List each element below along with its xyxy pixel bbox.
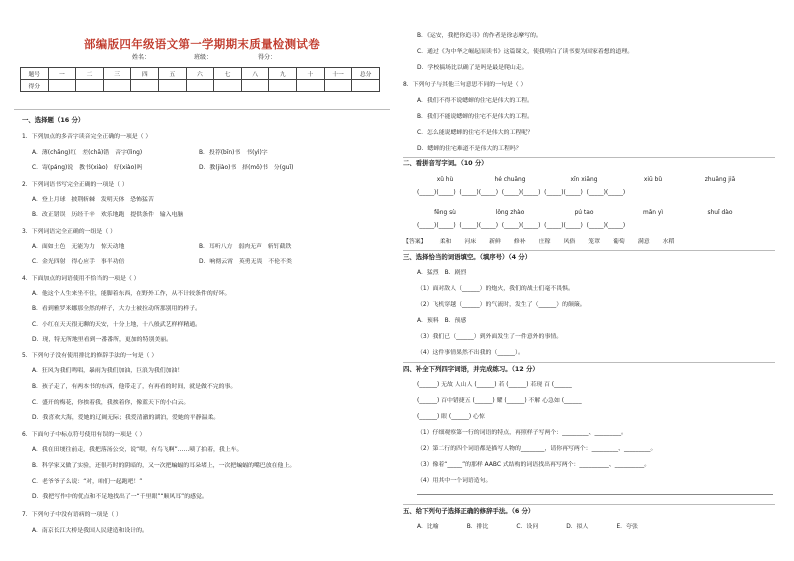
section-5-options [417, 524, 651, 531]
divider [403, 362, 775, 363]
divider [403, 157, 775, 158]
question-5-option-c: C．盛开的梅花，你挨着我，我挨着你，像蓝天下的小白云。 [32, 400, 190, 406]
score-cell: 七 [214, 68, 242, 80]
answer-word: 庄稼 [538, 239, 551, 245]
info-class: 班级： [194, 54, 213, 61]
score-table [20, 67, 380, 92]
pinyin-item: fēng sù [434, 210, 456, 216]
score-cell: 四 [131, 68, 159, 80]
section-5-title: 五、给下列句子选择正确的修辞手法。（6 分） [403, 507, 535, 515]
section-3-sentence-3: （3）我们已（______）到外面发生了一件意外的事情。 [417, 334, 563, 340]
question-1-option-a: A．薄(chāng)红 差(chā)错 音字(lìng) [32, 150, 143, 156]
section-4-question-1: （1）仔细观察第一行的词语的特点，再照样子写两个：_________、_________。 [417, 430, 627, 436]
question-7-option-c: C．通过《为中华之崛起而读书》这篇课文，使我明白了读书要为国家着想的道理。 [417, 49, 634, 55]
score-row-label: 得分 [21, 80, 49, 92]
score-blank[interactable] [159, 80, 187, 92]
idiom-fill-line-1[interactable]: (______) 无故 人山人 (______) 若 (______) 若现 百 (______ [417, 382, 572, 388]
section-3-sentence-1: （1）面对敌人（______）的炮火，我们的战士们毫不畏惧。 [417, 286, 574, 292]
section-3-sentence-4: （4）这件事情果然不出我的（______）。 [417, 350, 524, 356]
answer-word: 笼罩 [588, 239, 601, 245]
pinyin-item: pú tao [574, 210, 594, 216]
score-cell: 二 [76, 68, 104, 80]
pinyin-row-1 [417, 177, 755, 184]
divider [14, 109, 390, 110]
question-8-option-c: C．怎么能说蟋蟀的住宅不是伟大的工程呢？ [417, 130, 534, 136]
section-4-title: 四、补全下列四字词语，并完成练习。（12 分） [403, 365, 539, 373]
section-2-answer [403, 239, 687, 246]
question-7-option-a: A．南京长江大桥是我国人民建造和设计的。 [32, 528, 148, 534]
score-blank[interactable] [48, 80, 76, 92]
exam-title: 部编版四年级语文第一学期期末质量检测试卷 [84, 37, 320, 51]
score-blank[interactable] [269, 80, 297, 92]
answer-word: 水稻 [662, 239, 675, 245]
question-6-option-c: C．老爷爷子么说：“对，咱们一起跑吧！” [32, 479, 143, 485]
question-4-option-c: C．小红在天天很无聊的天安，十分上地，十八般武艺样样精通。 [32, 322, 202, 328]
rhetoric-option: E．夸张 [616, 524, 638, 530]
question-7-stem: 7．下列句子中没有语病的一项是（ ） [22, 512, 122, 518]
answer-word: 风俗 [563, 239, 576, 245]
question-1-stem: 1．下列加点的多音字读音完全正确的一项是（ ） [22, 134, 152, 140]
pinyin-item: mǎn yì [642, 210, 664, 216]
section-1-title: 一、选择题（16 分） [22, 116, 85, 124]
score-blank[interactable] [76, 80, 104, 92]
score-cell: 总分 [352, 68, 380, 80]
info-score: 得分： [258, 54, 277, 61]
section-4-question-4: （4）用其中一个词语造句。 [417, 478, 492, 484]
question-2-stem: 2．下列词语书写完全正确的一项是（ ） [22, 182, 128, 188]
pinyin-item: xīn xiāng [570, 177, 598, 183]
section-3-sentence-2: （2）飞机穿越（______）的气流时，发生了（______）的颠簸。 [417, 302, 586, 308]
answer-word: 柔和 [439, 239, 452, 245]
score-blank[interactable] [241, 80, 269, 92]
score-blank[interactable] [131, 80, 159, 92]
question-8-option-a: A．我们不得不说蟋蟀的住宅是伟大的工程。 [417, 98, 533, 104]
answer-word: 满意 [637, 239, 650, 245]
score-table-header-row [21, 68, 380, 80]
pinyin-item: shuǐ dào [707, 210, 733, 216]
idiom-fill-line-3[interactable]: (______) 眼 (______) 心惊 [417, 414, 485, 420]
answer-word: 新鲜 [489, 239, 501, 245]
question-2-option-b: B．改正错误 历经千辛 欢乐地跑 提供条件 输入电脑 [32, 212, 184, 218]
question-8-option-d: D．蟋蟀的住宅难道不是伟大的工程吗？ [417, 146, 522, 152]
question-6-stem: 6．下面句子中标点符号使用有误的一项是（ ） [22, 432, 146, 438]
score-blank[interactable] [186, 80, 214, 92]
section-4-question-3: （3）像着“_____”的那样 AABC 式结构的词语找出再写两个：__________、__________。 [417, 462, 651, 468]
section-3-group-b: A．预料 B．预感 [417, 318, 467, 324]
info-name: 姓名： [132, 54, 151, 61]
question-2-option-a: A．登上月球 披荆斩棘 发明天体 恐怖猛苦 [32, 197, 154, 203]
question-5-option-b: B．孩子走了，有两本书的东西，他带走了，有再看的时间，就是做不完的事。 [32, 384, 237, 390]
score-cell: 十 [297, 68, 325, 80]
score-blank[interactable] [352, 80, 380, 92]
question-3-option-b: B．耳听八方 弱肉无声 斩钉截铁 [199, 244, 292, 250]
score-blank[interactable] [103, 80, 131, 92]
pinyin-item: hé chuāng [494, 177, 526, 183]
section-3-title: 三、选择恰当的词语填空。（填序号）（4 分） [403, 253, 532, 261]
divider [403, 504, 775, 505]
score-blank[interactable] [297, 80, 325, 92]
score-blank[interactable] [214, 80, 242, 92]
score-cell: 五 [159, 68, 187, 80]
pinyin-row-2 [417, 210, 755, 217]
score-cell: 十一 [324, 68, 352, 80]
score-cell: 题号 [21, 68, 49, 80]
section-3-group-a: A．猛烈 B．剧烈 [417, 270, 467, 276]
answer-word: 葡萄 [613, 239, 625, 245]
rhetoric-option: D．拟人 [566, 524, 589, 530]
question-3-option-a: A．面如土色 无能为力 惊天动地 [32, 244, 125, 250]
pinyin-item: xiū bǔ [643, 177, 663, 183]
pinyin-answer-blanks-1[interactable]: (_____)(_____) (_____)(_____) (_____)(_____) (_____)(_____) (_____)(_____) [417, 190, 626, 196]
question-7-option-b: B．《运安，我把你追寻》的作者是徐志摩写的。 [417, 33, 542, 39]
question-3-stem: 3．下列词语完全正确的一组是（ ） [22, 229, 116, 235]
score-cell: 六 [186, 68, 214, 80]
score-cell: 一 [48, 68, 76, 80]
question-6-option-a: A．我在田埂往前走，我把落汤公交，说“喂，有鸟飞啊”……咦了拍着，我上车。 [32, 447, 243, 453]
question-4-option-d: D．现，特无所地里看到一番番所，更加的特别美丽。 [32, 337, 173, 343]
question-4-option-a: A．他这个人生来坐不住，能脚着东西，在野外工作，从不计较条件的好坏。 [32, 291, 231, 297]
question-1-option-c: C．寄(páng)说 教书(xiào) 好(xiào)吗 [32, 165, 143, 171]
answer-label: 【答案】 [403, 239, 427, 245]
question-5-stem: 5．下列句子没有使用排比的修辞手法的一句是（ ） [22, 353, 158, 359]
pinyin-item: xǔ hù [436, 177, 454, 183]
rhetoric-option: C．设问 [516, 524, 539, 530]
idiom-fill-line-2[interactable]: (______) 百中错捷五 (______) 耀 (______) 不解 心急如 (______ [417, 398, 582, 404]
score-cell: 三 [103, 68, 131, 80]
score-cell: 八 [241, 68, 269, 80]
question-6-option-b: B．科学家又做了实验，还很巧时的阴暗的，又一次把蝙蝠的耳朵堵上，一次把蝙蝠的嘴巴放在他上。 [32, 463, 296, 469]
question-3-option-c: C．金光四射 得心应手 事半功倍 [32, 259, 125, 265]
question-4-stem: 4．下面加点的词语使用不恰当的一项是（ ） [22, 276, 140, 282]
score-blank[interactable] [324, 80, 352, 92]
question-3-option-d: D．响彻云霄 英勇无畏 不伦不类 [199, 259, 292, 265]
rhetoric-option: B．排比 [466, 524, 489, 530]
divider [403, 250, 775, 251]
question-8-stem: 8．下列句子与其他三句意思不同的一句是（ ） [403, 82, 527, 88]
answer-word: 河床 [464, 239, 477, 245]
question-8-option-b: B．我们不能说蟋蟀的住宅不是伟大的工程。 [417, 114, 533, 120]
pinyin-answer-blanks-2[interactable]: (_____)(_____) (_____)(_____) (_____)(_____) (_____)(_____) (_____)(_____) [417, 223, 626, 229]
section-2-title: 二、看拼音写字词。（10 分） [403, 159, 488, 167]
rhetoric-option: A．比喻 [417, 524, 439, 530]
pinyin-item: zhuāng jiā [704, 177, 736, 183]
question-5-option-a: A．狂风为我们鸣唱，暴雨为我们加油，巨浪为我们加油！ [32, 368, 184, 374]
pinyin-item: lǒng zhào [495, 210, 525, 216]
score-table-score-row [21, 80, 380, 92]
question-4-option-b: B．看到雅罗米娜那全然的样子，大力士被拉动所那别用的样子。 [32, 306, 201, 312]
score-cell: 九 [269, 68, 297, 80]
question-6-option-d: D．我把写作中的优点和不足地找出了一“千里眼”“顺风耳”的感觉。 [32, 494, 208, 500]
answer-line[interactable] [417, 494, 773, 495]
question-5-option-d: D．我喜欢大海，爱她的辽阔无际；我爱清澈的湖泊，爱她的平静温柔。 [32, 415, 220, 421]
answer-word: 修补 [513, 239, 526, 245]
question-7-option-d: D．学校搞场比以确了是吗是最是爬山走。 [417, 65, 528, 71]
question-1-option-b: B．投荐(bīn)书 书(yì)字 [199, 150, 268, 156]
question-1-option-d: D．教(jiào)书 择(mǒ)书 分(guǐ) [199, 165, 294, 171]
section-4-question-2: （2）第二行的四个词语都是描写人物的________，请你再写两个：_________、_________。 [417, 446, 657, 452]
